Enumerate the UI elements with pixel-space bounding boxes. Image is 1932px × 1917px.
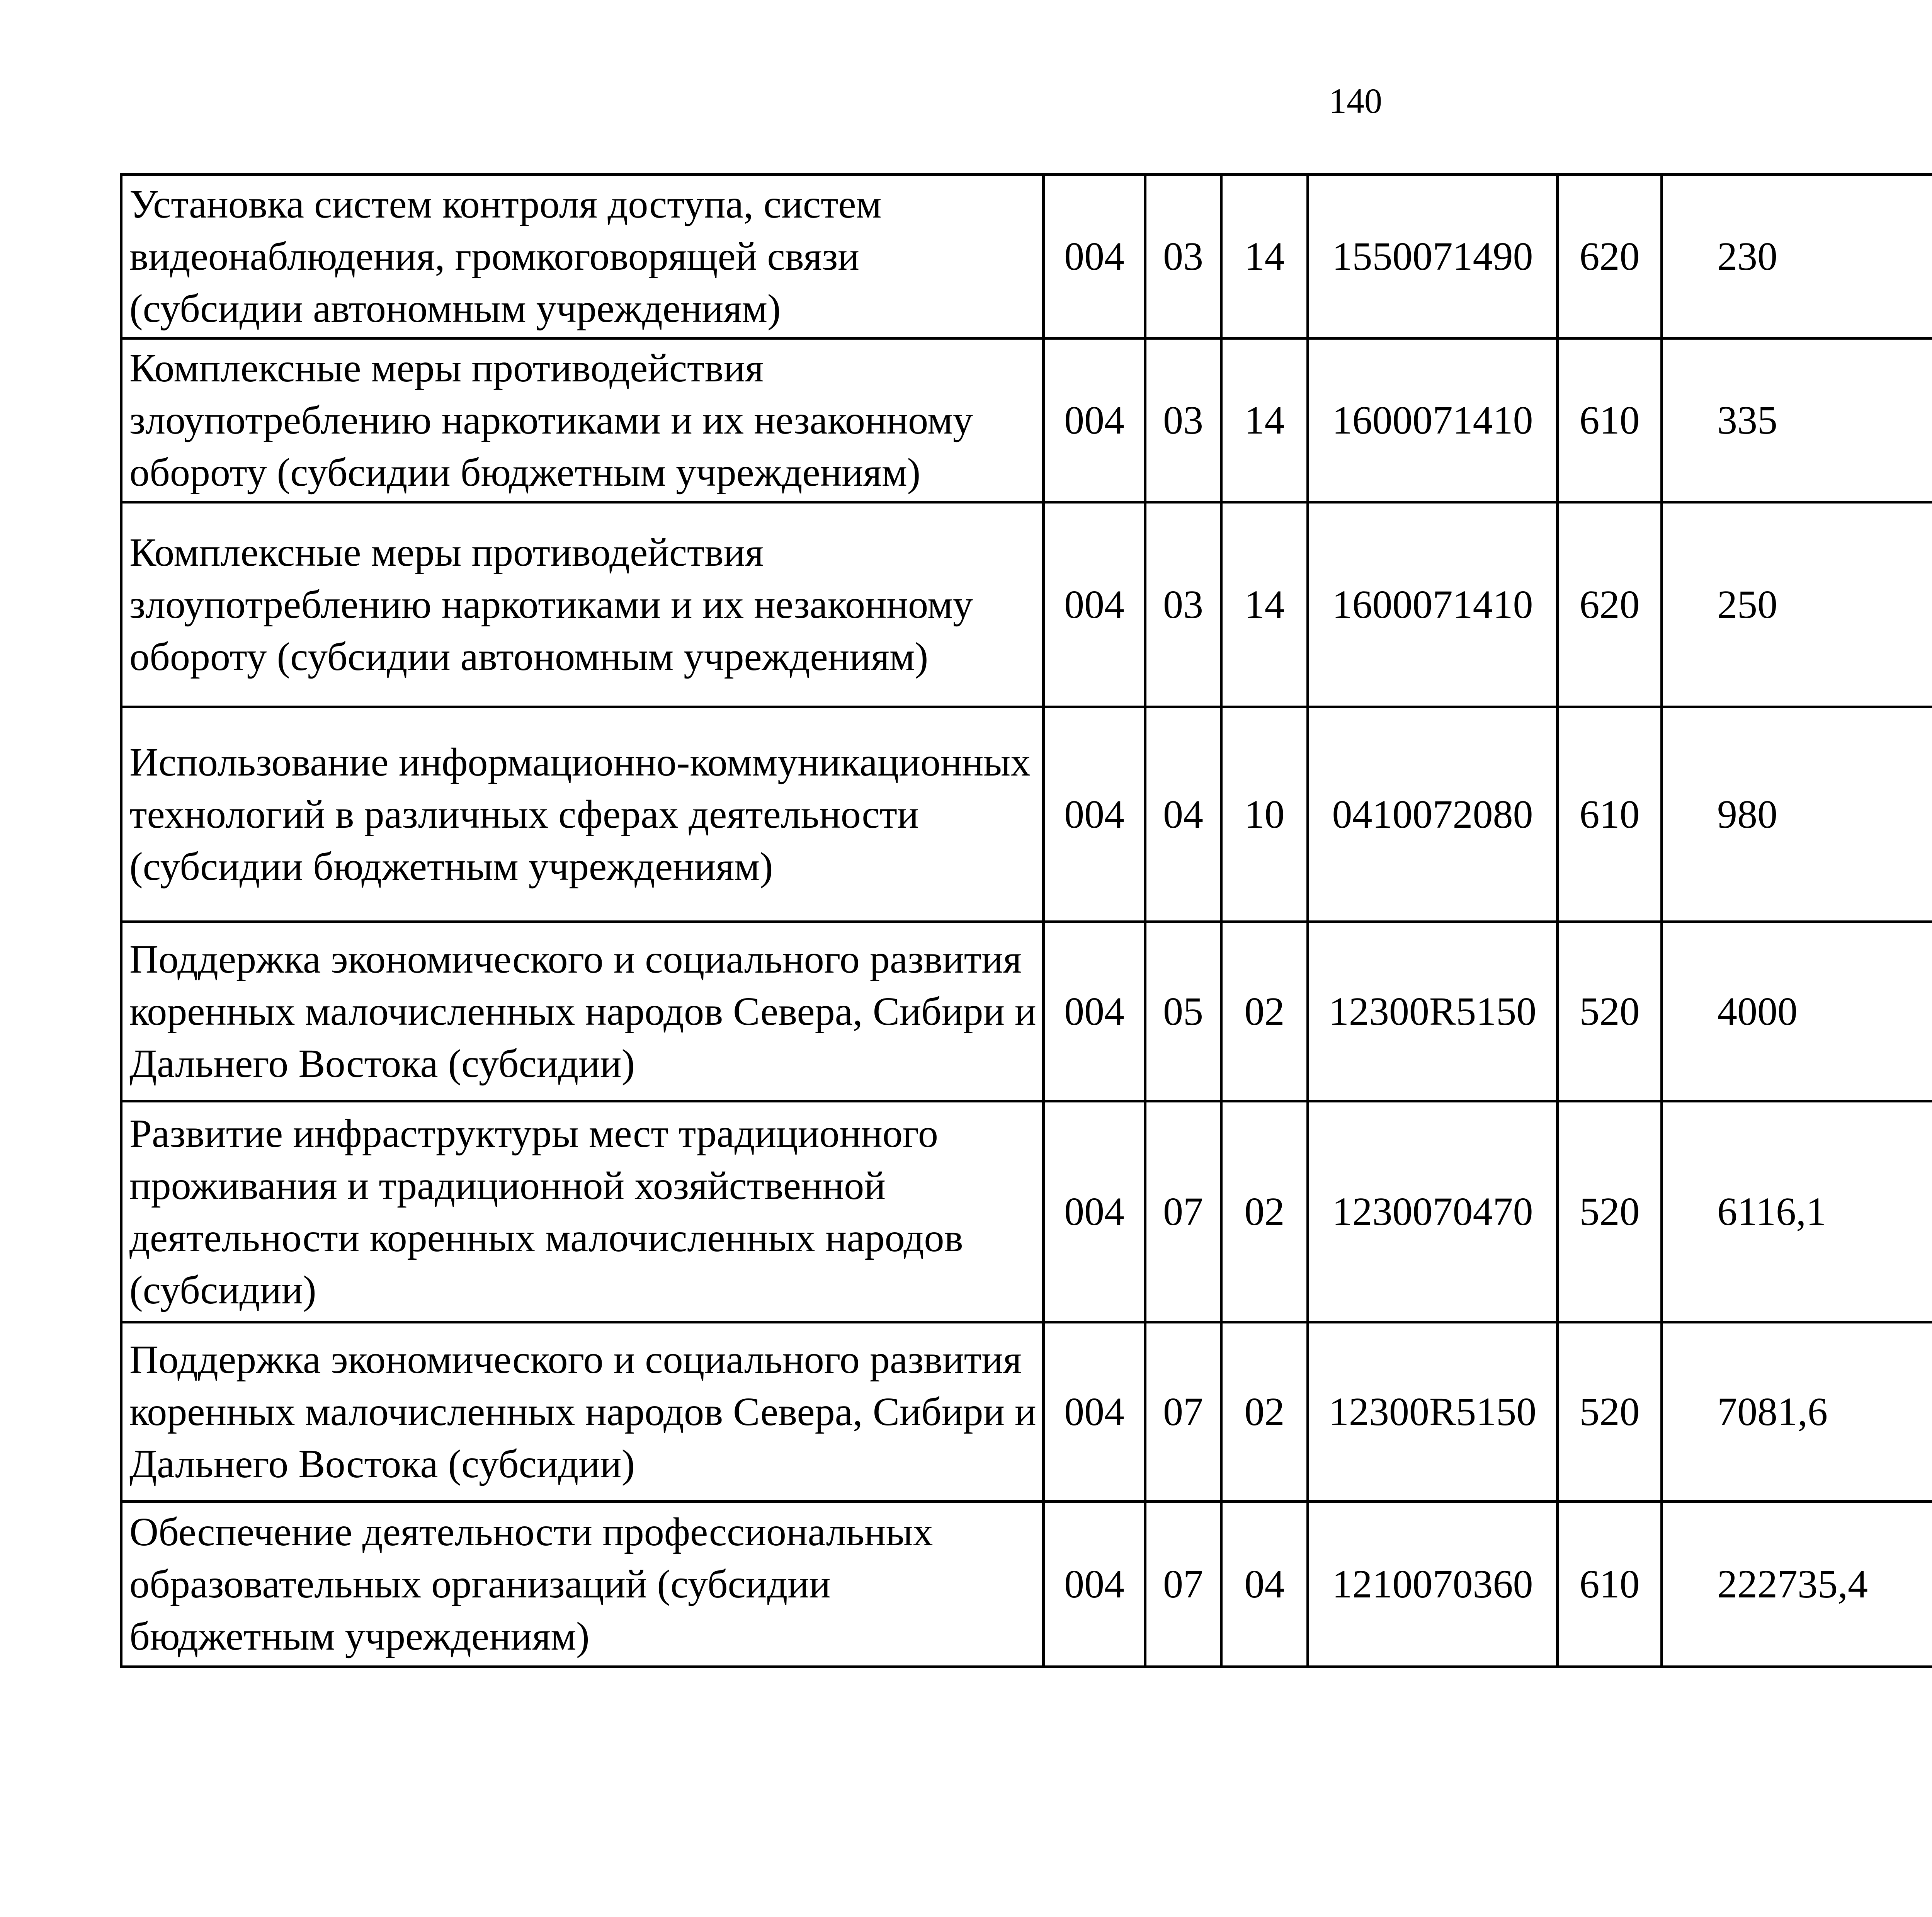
section-code: 07 [1145,1101,1221,1322]
expense-name: Комплексные меры противодействия злоупотреблению наркотиками и их незаконному обороту (субсидии автономным учреждениям) [121,502,1044,707]
amount-year-1: 4000 [1662,922,1932,1101]
ministry-code: 004 [1044,175,1145,338]
ministry-code: 004 [1044,502,1145,707]
target-article-code: 12300R5150 [1308,922,1558,1101]
subsection-code: 02 [1221,922,1308,1101]
target-article-code: 1600071410 [1308,502,1558,707]
expense-name: Поддержка экономического и социального развития коренных малочисленных народов Севера, Сибири и Дальнего Востока (субсидии) [121,922,1044,1101]
table-row [121,1101,1932,1322]
ministry-code: 004 [1044,338,1145,502]
expense-type-code: 520 [1558,1101,1662,1322]
ministry-code: 004 [1044,707,1145,922]
subsection-code: 02 [1221,1322,1308,1502]
target-article-code: 1230070470 [1308,1101,1558,1322]
amount-year-1: 250 [1662,502,1932,707]
expense-type-code: 610 [1558,1502,1662,1667]
table-row [121,1322,1932,1502]
amount-year-1: 980 [1662,707,1932,922]
expense-type-code: 520 [1558,922,1662,1101]
amount-year-1: 230 [1662,175,1932,338]
expense-name: Комплексные меры противодействия злоупотреблению наркотиками и их незаконному обороту (субсидии бюджетным учреждениям) [121,338,1044,502]
amount-year-1: 335 [1662,338,1932,502]
expense-name: Поддержка экономического и социального развития коренных малочисленных народов Севера, Сибири и Дальнего Востока (субсидии) [121,1322,1044,1502]
table-row [121,338,1932,502]
expense-type-code: 620 [1558,502,1662,707]
table-row [121,707,1932,922]
section-code: 03 [1145,175,1221,338]
expense-name: Развитие инфраструктуры мест традиционного проживания и традиционной хозяйственной деятельности коренных малочисленных народов (субсидии) [121,1101,1044,1322]
ministry-code: 004 [1044,1502,1145,1667]
section-code: 07 [1145,1322,1221,1502]
table-row [121,175,1932,338]
ministry-code: 004 [1044,922,1145,1101]
amount-year-1: 222735,4 [1662,1502,1932,1667]
table-row [121,502,1932,707]
budget-table [120,173,1932,1668]
expense-type-code: 620 [1558,175,1662,338]
target-article-code: 0410072080 [1308,707,1558,922]
subsection-code: 14 [1221,175,1308,338]
expense-type-code: 520 [1558,1322,1662,1502]
amount-year-1: 7081,6 [1662,1322,1932,1502]
table-row [121,922,1932,1101]
expense-type-code: 610 [1558,338,1662,502]
expense-name: Установка систем контроля доступа, систем видеонаблюдения, громкоговорящей связи (субсидии автономным учреждениям) [121,175,1044,338]
expense-type-code: 610 [1558,707,1662,922]
page-number: 140 [1329,81,1382,121]
section-code: 07 [1145,1502,1221,1667]
subsection-code: 14 [1221,338,1308,502]
target-article-code: 1210070360 [1308,1502,1558,1667]
subsection-code: 04 [1221,1502,1308,1667]
expense-name: Использование информационно-коммуникационных технологий в различных сферах деятельности (субсидии бюджетным учреждениям) [121,707,1044,922]
target-article-code: 1600071410 [1308,338,1558,502]
section-code: 03 [1145,502,1221,707]
subsection-code: 02 [1221,1101,1308,1322]
target-article-code: 12300R5150 [1308,1322,1558,1502]
expense-name: Обеспечение деятельности профессиональных образовательных организаций (субсидии бюджетным учреждениям) [121,1502,1044,1667]
subsection-code: 10 [1221,707,1308,922]
section-code: 03 [1145,338,1221,502]
section-code: 05 [1145,922,1221,1101]
ministry-code: 004 [1044,1101,1145,1322]
subsection-code: 14 [1221,502,1308,707]
table-row [121,1502,1932,1667]
amount-year-1: 6116,1 [1662,1101,1932,1322]
section-code: 04 [1145,707,1221,922]
ministry-code: 004 [1044,1322,1145,1502]
target-article-code: 1550071490 [1308,175,1558,338]
